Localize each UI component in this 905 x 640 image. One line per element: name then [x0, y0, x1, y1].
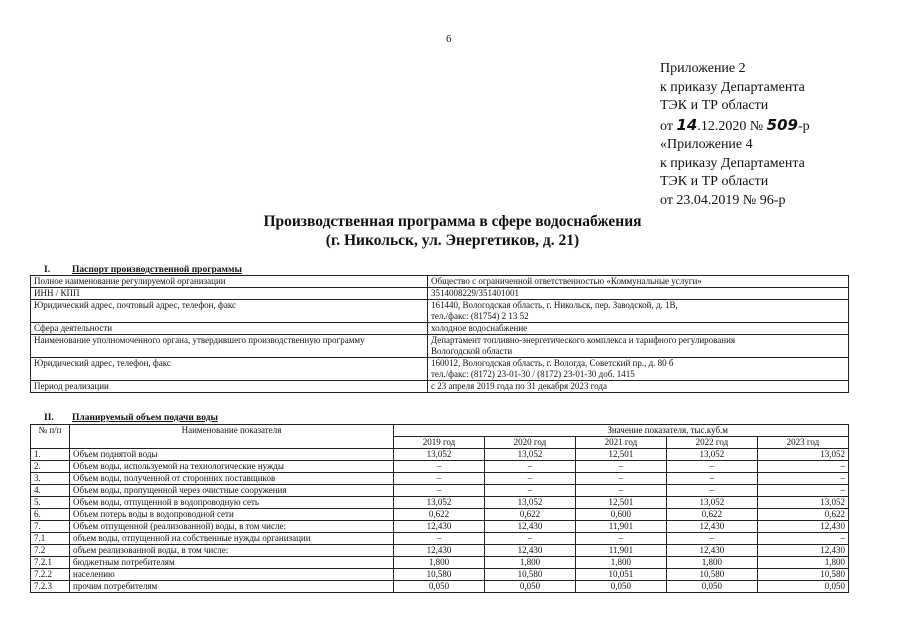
row-value: –	[575, 473, 666, 485]
row-name: Объем воды, используемой на технологические нужды	[70, 461, 394, 473]
section-title: Паспорт производственной программы	[72, 265, 242, 275]
table-row	[31, 473, 849, 485]
passport-row	[31, 335, 849, 358]
passport-row	[31, 300, 849, 323]
row-number: 7.1	[31, 533, 70, 545]
row-number: 7.2.3	[31, 581, 70, 593]
row-value: 13,052	[757, 497, 848, 509]
row-value: –	[484, 533, 575, 545]
row-value: 12,430	[394, 545, 485, 557]
row-value: 1,800	[484, 557, 575, 569]
page-number: 6	[446, 33, 452, 45]
passport-value	[428, 323, 849, 335]
column-header-year: 2022 год	[666, 437, 757, 449]
row-value: 12,430	[666, 545, 757, 557]
row-value: 12,430	[757, 521, 848, 533]
row-value: 10,580	[757, 569, 848, 581]
passport-row	[31, 276, 849, 288]
row-value: –	[484, 485, 575, 497]
section-heading-passport	[44, 265, 242, 275]
row-value: 12,501	[575, 497, 666, 509]
appendix-line: ТЭК и ТР области	[660, 98, 769, 113]
row-value: 0,050	[394, 581, 485, 593]
table-row	[31, 461, 849, 473]
column-header-number: № п/п	[31, 425, 70, 449]
passport-row	[31, 358, 849, 381]
table-row	[31, 509, 849, 521]
row-value: –	[757, 485, 848, 497]
passport-value-line: тел./факс: (81754) 2 13 52	[431, 311, 529, 321]
row-name: Объем отпущенной (реализованной) воды, в том числе:	[70, 521, 394, 533]
row-value: 11,901	[575, 545, 666, 557]
column-header-year: 2023 год	[757, 437, 848, 449]
passport-value	[428, 288, 849, 300]
row-value: 0,050	[484, 581, 575, 593]
appendix-line: «Приложение 4	[660, 137, 753, 152]
row-name: Объем воды, отпущенной в водопроводную сеть	[70, 497, 394, 509]
passport-value	[428, 358, 849, 381]
appendix-date-suffix: -р	[797, 118, 810, 134]
appendix-line: от 23.04.2019 № 96-р	[660, 192, 786, 208]
row-number: 7.2.1	[31, 557, 70, 569]
table-row	[31, 569, 849, 581]
water-volume-table	[30, 424, 849, 593]
row-value: –	[575, 485, 666, 497]
passport-table	[30, 275, 849, 393]
appendix-block	[660, 60, 810, 210]
passport-value-line: холодное водоснабжение	[431, 323, 528, 333]
appendix-line: к приказу Департамента	[660, 79, 805, 95]
section-number: I.	[44, 265, 51, 275]
row-name: Объем потерь воды в водопроводной сети	[70, 509, 394, 521]
section-title: Планируемый объем подачи воды	[72, 413, 218, 423]
row-value: –	[666, 473, 757, 485]
column-header-name: Наименование показателя	[70, 425, 394, 449]
section-number: II.	[44, 413, 54, 423]
row-value: –	[484, 461, 575, 473]
table-row	[31, 521, 849, 533]
row-number: 6.	[31, 509, 70, 521]
document-title: Производственная программа в сфере водоснабжения	[263, 213, 642, 230]
row-value: –	[394, 473, 485, 485]
row-number: 1.	[31, 449, 70, 461]
row-value: 0,050	[757, 581, 848, 593]
row-value: 0,622	[394, 509, 485, 521]
passport-key: Полное наименование регулируемой организации	[31, 276, 428, 288]
passport-value-line: Общество с ограниченной ответственностью «Коммунальные услуги»	[431, 276, 702, 286]
row-value: 13,052	[484, 497, 575, 509]
table-row	[31, 581, 849, 593]
table-row	[31, 497, 849, 509]
row-number: 2.	[31, 461, 70, 473]
row-value: 0,600	[575, 509, 666, 521]
passport-row	[31, 288, 849, 300]
row-value: 0,622	[666, 509, 757, 521]
row-name: прочим потребителям	[70, 581, 394, 593]
row-value: –	[666, 485, 757, 497]
passport-value-line: с 23 апреля 2019 года по 31 декабря 2023 года	[431, 381, 607, 391]
row-value: 12,501	[575, 449, 666, 461]
row-value: 12,430	[394, 521, 485, 533]
row-name: объем реализованной воды, в том числе:	[70, 545, 394, 557]
row-name: Объем воды, пропущенной через очистные сооружения	[70, 485, 394, 497]
row-value: 1,800	[394, 557, 485, 569]
passport-value	[428, 381, 849, 393]
row-value: 12,430	[484, 545, 575, 557]
passport-key: Юридический адрес, телефон, факс	[31, 358, 428, 381]
row-value: –	[394, 533, 485, 545]
row-value: –	[757, 461, 848, 473]
passport-value-line: Департамент топливно-энергетического комплекса и тарифного регулирования	[431, 335, 736, 345]
passport-value-line: 160012, Вологодская область, г. Вологда, Советский пр., д. 80 б	[431, 358, 674, 368]
column-header-year: 2021 год	[575, 437, 666, 449]
passport-key: Период реализации	[31, 381, 428, 393]
row-name: Объем воды, полученной от сторонних поставщиков	[70, 473, 394, 485]
appendix-date-prefix: от	[660, 118, 673, 134]
appendix-line: к приказу Департамента	[660, 155, 805, 171]
table-row	[31, 557, 849, 569]
row-value: –	[666, 533, 757, 545]
appendix-line: Приложение 2	[660, 61, 746, 76]
column-header-value: Значение показателя, тыс.куб.м	[394, 425, 849, 437]
row-value: 0,622	[757, 509, 848, 521]
row-value: 13,052	[394, 449, 485, 461]
row-value: 10,051	[575, 569, 666, 581]
row-number: 5.	[31, 497, 70, 509]
row-value: 1,800	[757, 557, 848, 569]
row-value: –	[575, 461, 666, 473]
appendix-order-line	[660, 116, 810, 137]
row-value: 13,052	[484, 449, 575, 461]
row-value: 12,430	[757, 545, 848, 557]
handwritten-day: 14	[676, 115, 698, 134]
row-number: 3.	[31, 473, 70, 485]
column-header-year: 2019 год	[394, 437, 485, 449]
passport-value-line: 3514008229/351401001	[431, 288, 520, 298]
row-value: –	[575, 533, 666, 545]
passport-row	[31, 381, 849, 393]
passport-value	[428, 335, 849, 358]
row-value: 0,050	[666, 581, 757, 593]
row-value: –	[666, 461, 757, 473]
table-row	[31, 485, 849, 497]
document-subtitle: (г. Никольск, ул. Энергетиков, д. 21)	[325, 232, 580, 249]
passport-key: Сфера деятельности	[31, 323, 428, 335]
passport-value-line: Вологодской области	[431, 346, 513, 356]
row-name: бюджетным потребителям	[70, 557, 394, 569]
row-value: 10,580	[394, 569, 485, 581]
row-value: 11,901	[575, 521, 666, 533]
row-value: –	[757, 533, 848, 545]
column-header-year: 2020 год	[484, 437, 575, 449]
row-value: –	[484, 473, 575, 485]
row-number: 4.	[31, 485, 70, 497]
row-number: 7.2.2	[31, 569, 70, 581]
row-name: объем воды, отпущенной на собственные нужды организации	[70, 533, 394, 545]
handwritten-order-number: 509	[766, 115, 798, 134]
passport-value-line: тел./факс: (8172) 23-01-30 / (8172) 23-01-30 доб. 1415	[431, 369, 635, 379]
section-heading-volume	[44, 413, 218, 423]
passport-key: Наименование уполномоченного органа, утвердившего производственную программу	[31, 335, 428, 358]
row-value: 1,800	[575, 557, 666, 569]
row-number: 7.	[31, 521, 70, 533]
table-row	[31, 449, 849, 461]
row-value: –	[394, 485, 485, 497]
passport-row	[31, 323, 849, 335]
passport-value	[428, 276, 849, 288]
row-name: Объем поднятой воды	[70, 449, 394, 461]
row-value: –	[394, 461, 485, 473]
row-value: 13,052	[666, 449, 757, 461]
row-number: 7.2	[31, 545, 70, 557]
row-value: 1,800	[666, 557, 757, 569]
row-value: –	[757, 473, 848, 485]
table-row	[31, 545, 849, 557]
row-value: 0,050	[575, 581, 666, 593]
passport-key: ИНН / КПП	[31, 288, 428, 300]
row-value: 13,052	[394, 497, 485, 509]
row-value: 12,430	[484, 521, 575, 533]
table-row	[31, 533, 849, 545]
row-value: 13,052	[666, 497, 757, 509]
row-value: 10,580	[666, 569, 757, 581]
row-value: 0,622	[484, 509, 575, 521]
appendix-line: ТЭК и ТР области	[660, 174, 769, 189]
appendix-date-mid: .12.2020 №	[697, 118, 764, 134]
passport-value	[428, 300, 849, 323]
row-value: 13,052	[757, 449, 848, 461]
table-header-row	[31, 425, 849, 437]
row-name: населению	[70, 569, 394, 581]
passport-key: Юридический адрес, почтовый адрес, телефон, факс	[31, 300, 428, 323]
row-value: 12,430	[666, 521, 757, 533]
row-value: 10,580	[484, 569, 575, 581]
passport-value-line: 161440, Вологодская область, г. Никольск, пер. Заводской, д. 1В,	[431, 300, 678, 310]
